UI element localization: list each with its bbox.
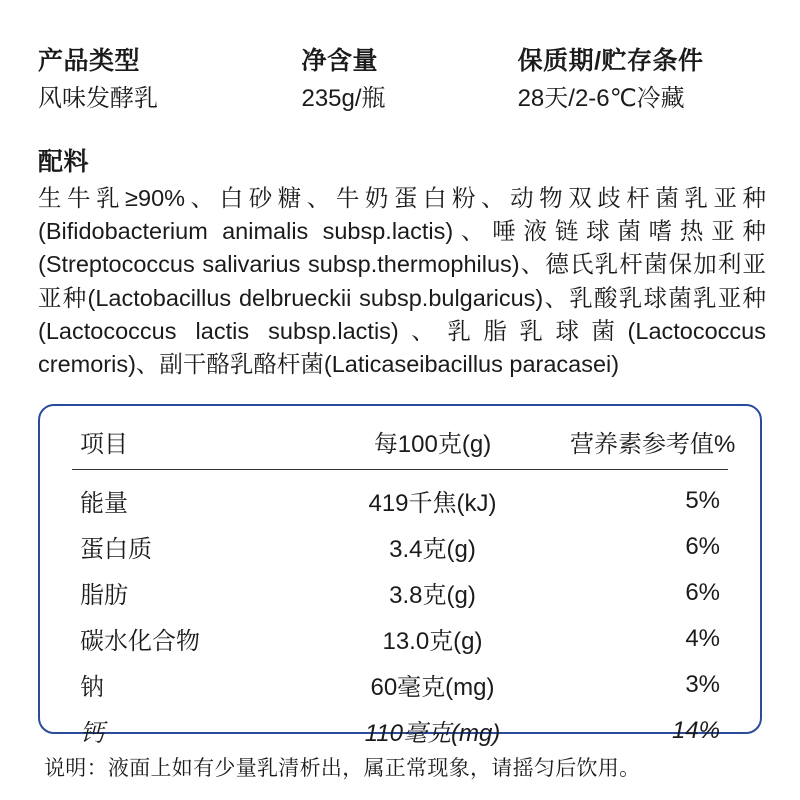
nutrition-item: 能量	[80, 490, 128, 517]
product-header-row	[38, 46, 764, 116]
nutrition-facts-box	[38, 404, 762, 747]
nutrition-per100: 60毫克(mg)	[370, 674, 495, 701]
table-row	[72, 707, 728, 753]
nutrition-per100: 3.4克(g)	[389, 536, 476, 563]
footnote-text: 说明：液面上如有少量乳清析出，属正常现象，请摇匀后饮用。	[44, 757, 641, 780]
table-row	[72, 615, 728, 661]
nutrition-col-item: 项目	[72, 420, 295, 470]
shelf-life-column	[518, 46, 764, 116]
nutrition-item: 钠	[80, 674, 104, 701]
nutrition-nrv: 6%	[685, 578, 720, 606]
nutrition-item: 碳水化合物	[80, 628, 200, 655]
nutrition-per100: 110毫克(mg)	[364, 720, 501, 747]
net-content-column	[301, 46, 517, 116]
net-content-value: 235g/瓶	[301, 85, 386, 113]
table-row	[72, 523, 728, 569]
product-type-column	[38, 46, 301, 116]
nutrition-per100: 3.8克(g)	[389, 582, 476, 609]
nutrition-per100: 13.0克(g)	[382, 628, 483, 655]
ingredients-text: 生牛乳≥90%、白砂糖、牛奶蛋白粉、动物双歧杆菌乳亚种(Bifidobacterium animalis subsp.lactis)、唾液链球菌嗜热亚种(Streptococcus salivarius subsp.thermophilus)、德氏乳杆菌保加利亚亚种(Lactobacillus delbrueckii subsp.bulgaricus)、乳酸乳球菌乳亚种(Lactococcus lactis subsp.lactis)、乳脂乳球菌(Lactococcus cremoris)、副干酪乳酪杆菌(Laticaseibacillus paracasei)	[38, 184, 766, 378]
nutrition-item: 钙	[80, 720, 104, 747]
nutrition-table-body	[72, 470, 728, 754]
nutrition-item: 脂肪	[80, 582, 128, 609]
nutrition-col-per100: 每100克(g)	[295, 420, 570, 470]
product-type-value: 风味发酵乳	[38, 85, 158, 113]
nutrition-nrv: 5%	[685, 486, 720, 514]
nutrition-item: 蛋白质	[80, 536, 152, 563]
nutrition-table	[72, 420, 736, 753]
nutrition-nrv: 14%	[671, 716, 720, 744]
table-row	[72, 661, 728, 707]
ingredients-title: 配料	[38, 147, 90, 176]
nutrition-nrv: 4%	[685, 624, 720, 652]
table-row	[72, 569, 728, 615]
nutrition-table-head	[72, 420, 736, 470]
nutrition-header-row	[72, 420, 728, 470]
nutrition-nrv: 3%	[685, 670, 720, 698]
table-row	[72, 470, 728, 524]
shelf-life-title: 保质期/贮存条件	[517, 47, 704, 75]
product-type-title: 产品类型	[38, 47, 141, 75]
net-content-title: 净含量	[301, 47, 378, 75]
nutrition-per100: 419千焦(kJ)	[368, 490, 497, 517]
shelf-life-value: 28天/2-6℃冷藏	[517, 85, 685, 113]
nutrition-col-nrv: 营养素参考值%	[570, 420, 728, 470]
nutrition-nrv: 6%	[685, 532, 720, 560]
